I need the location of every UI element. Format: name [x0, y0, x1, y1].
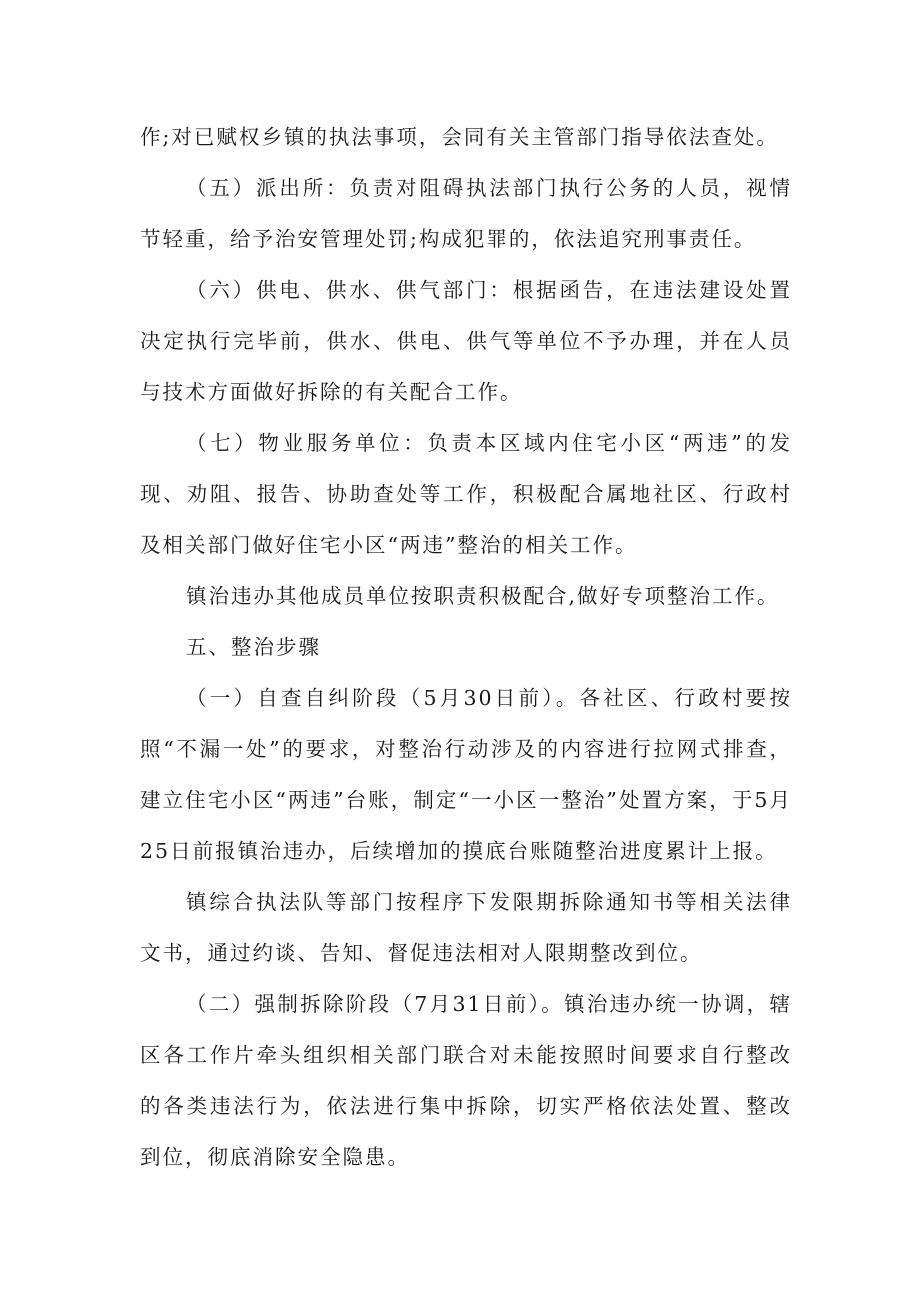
paragraph-property-services: （七）物业服务单位：负责本区域内住宅小区“两违”的发现、劝阻、报告、协助查处等工作，积极配合属地社区、行政村及相关部门做好住宅小区“两违”整治的相关工作。 — [140, 431, 792, 557]
step-self-inspection: （一）自查自纠阶段（5月30日前）。各社区、行政村要按照“不漏一处”的要求，对整治行动涉及的内容进行拉网式排查，建立住宅小区“两违”台账，制定“一小区一整治”处置方案，于5月25日前报镇治违办，后续增加的摸底台账随整治进度累计上报。 — [140, 686, 792, 863]
paragraph-police-station: （五）派出所：负责对阻碍执法部门执行公务的人员，视情节轻重，给予治安管理处罚;构成犯罪的，依法追究刑事责任。 — [140, 176, 792, 251]
document-page — [140, 112, 792, 1183]
paragraph-other-members: 镇治违办其他成员单位按职责积极配合,做好专项整治工作。 — [186, 584, 780, 608]
section-heading: 五、整治步骤 — [186, 635, 321, 659]
paragraph-utilities: （六）供电、供水、供气部门：根据函告，在违法建设处置决定执行完毕前，供水、供电、供气等单位不予办理，并在人员与技术方面做好拆除的有关配合工作。 — [140, 278, 792, 404]
step-forced-demolition: （二）强制拆除阶段（7月31日前）。镇治违办统一协调，辖区各工作片牵头组织相关部门联合对未能按照时间要求自行整改的各类违法行为，依法进行集中拆除，切实严格依法处置、整改到位，彻底消除安全隐患。 — [140, 992, 792, 1169]
paragraph-continuation: 作;对已赋权乡镇的执法事项，会同有关主管部门指导依法查处。 — [140, 125, 779, 149]
step-enforcement-notice: 镇综合执法队等部门按程序下发限期拆除通知书等相关法律文书，通过约谈、告知、督促违法相对人限期整改到位。 — [140, 890, 792, 965]
